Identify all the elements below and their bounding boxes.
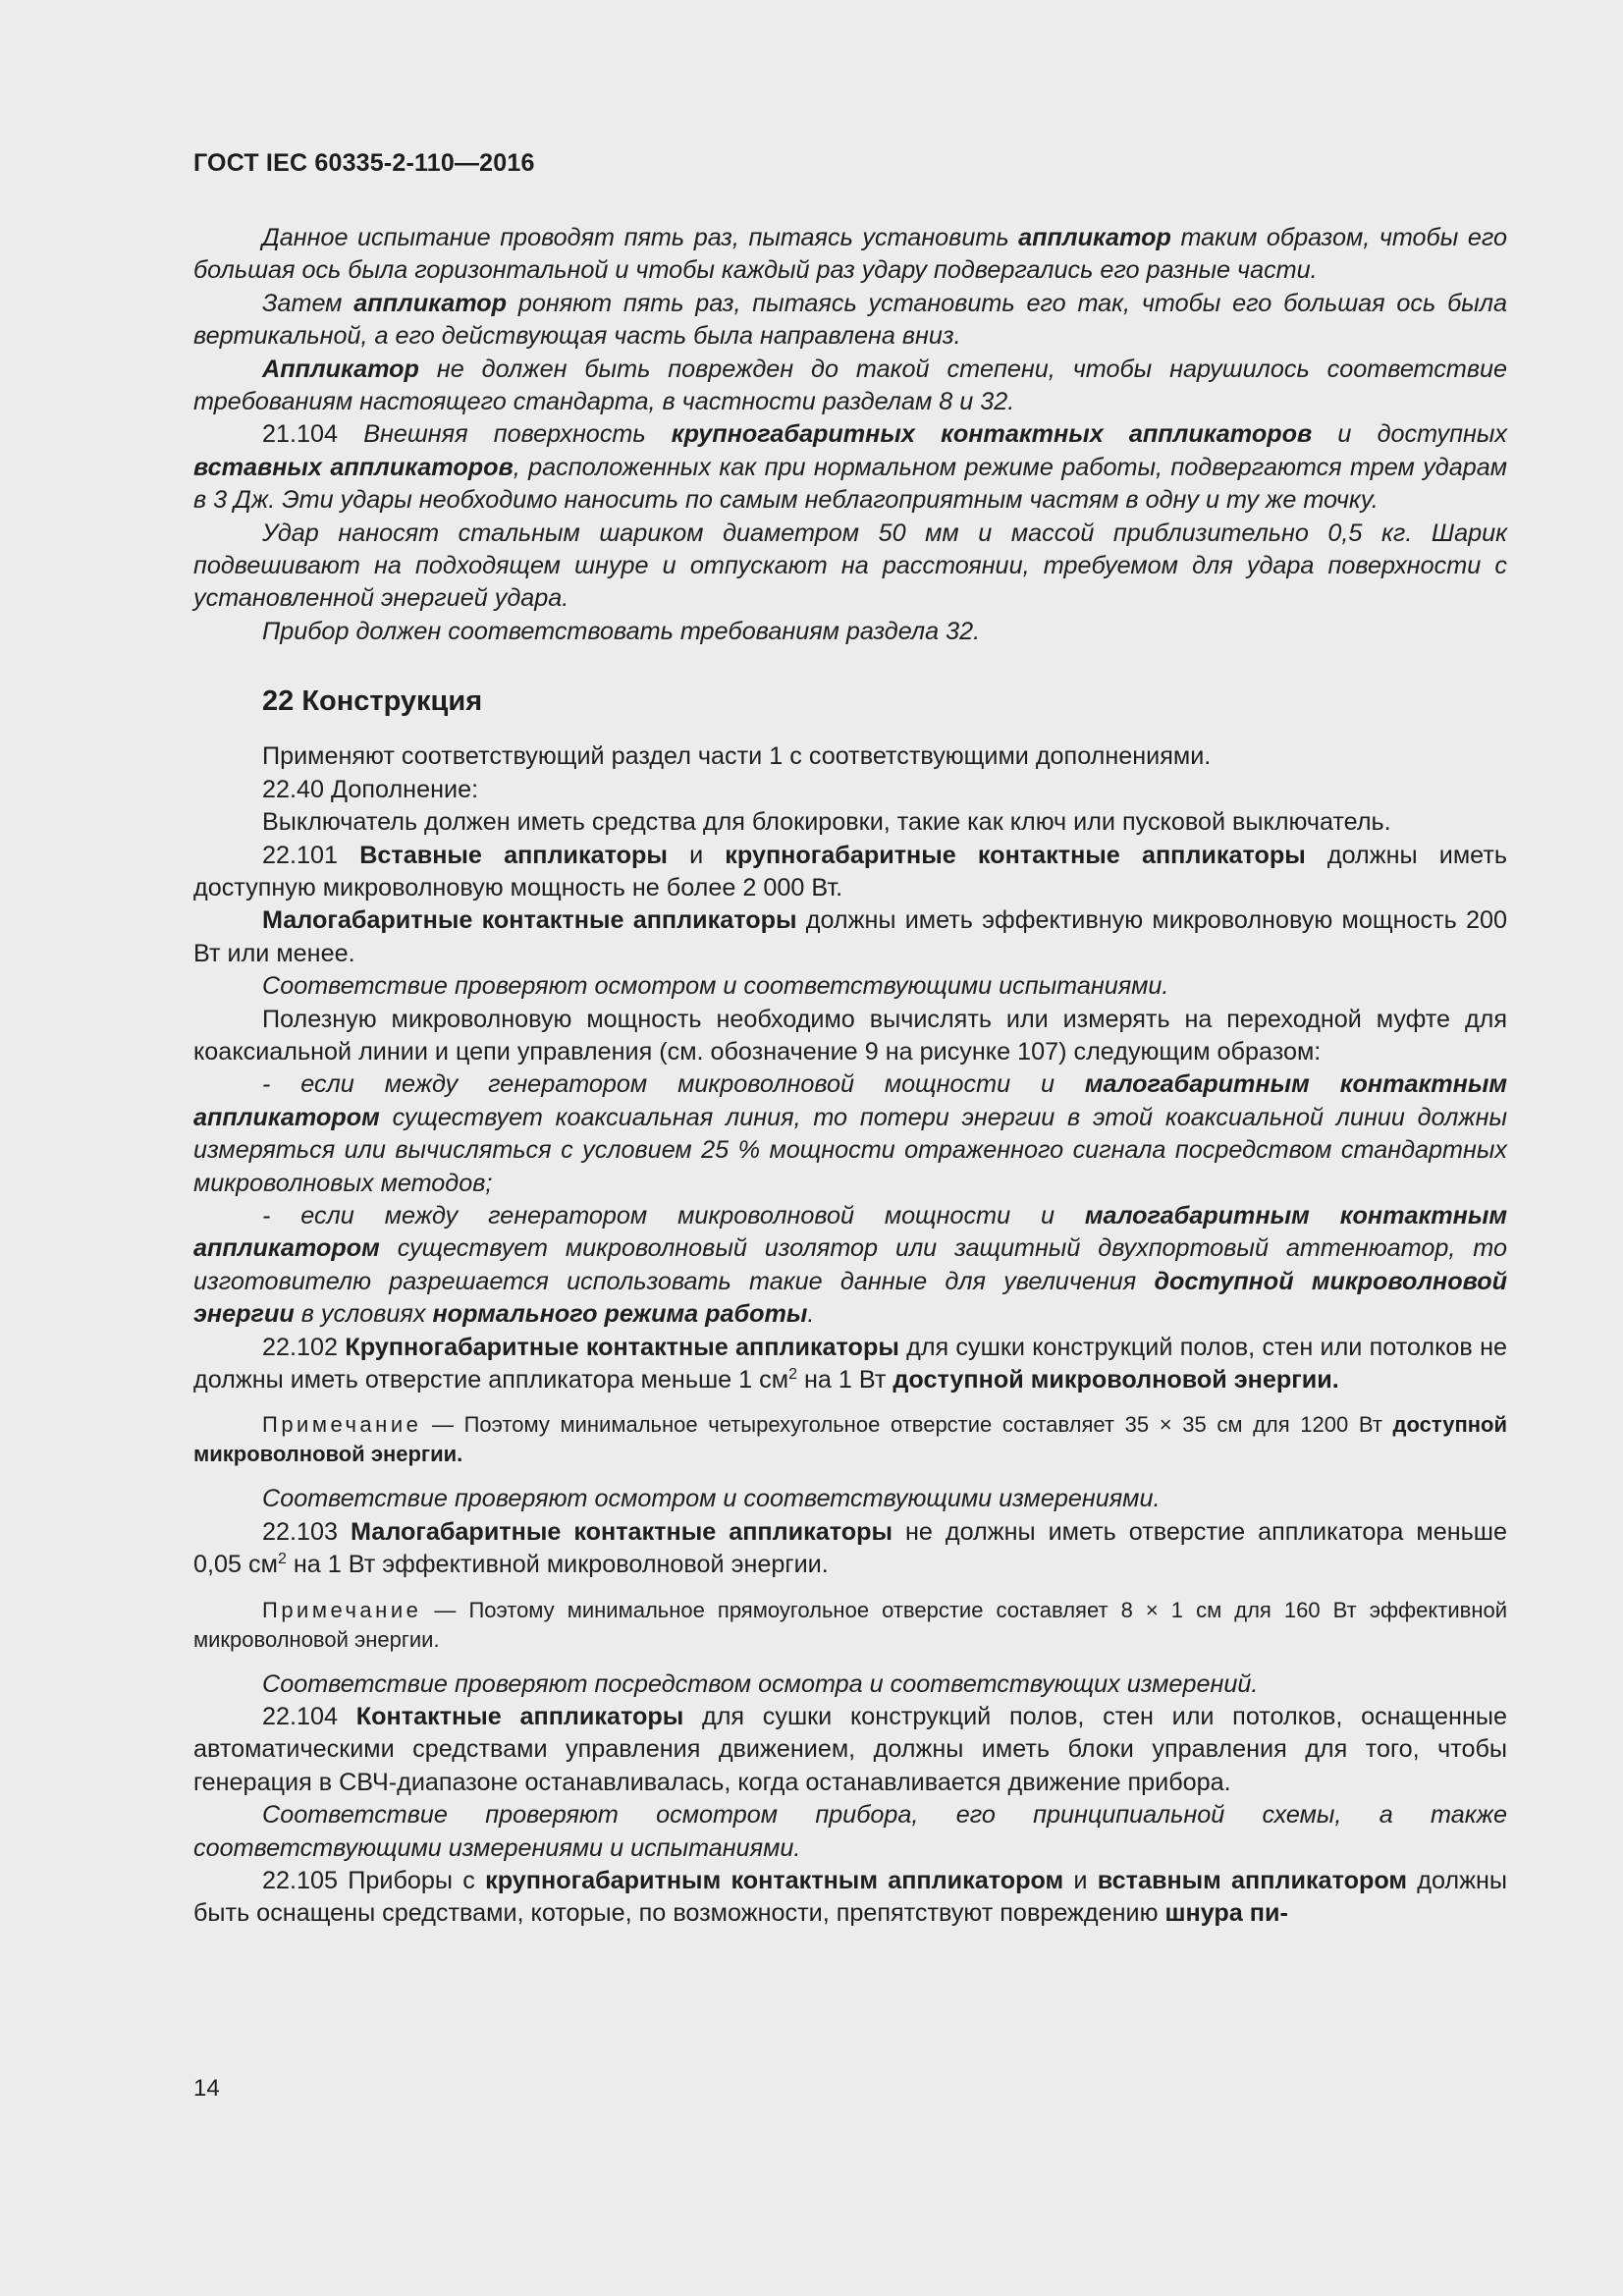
note: Примечание — Поэтому минимальное прямоугольное отверстие составляет 8 × 1 см для 160 Вт эффективной микроволновой энергии.: [193, 1597, 1507, 1652]
paragraph: Полезную микроволновую мощность необходимо вычислять или измерять на переходной муфте для коаксиальной линии и цепи управления (см. обозначение 9 на рисунке 107) следующим образом:: [193, 1005, 1507, 1066]
clause-22-101: 22.101 Вставные аппликаторы и крупногабаритные контактные аппликаторы должны иметь доступную микроволновую мощность не более 2 000 Вт.: [193, 841, 1507, 902]
paragraph: Применяют соответствующий раздел части 1 с соответствующими дополнениями.: [262, 742, 1212, 771]
document-body: [193, 222, 1507, 1931]
section-heading: 22 Конструкция: [262, 685, 483, 718]
paragraph: Соответствие проверяют посредством осмотра и соответствующих измерений.: [262, 1669, 1259, 1698]
note: Примечание — Поэтому минимальное четырехугольное отверстие составляет 35 × 35 см для 1200 Вт доступной микроволновой энергии.: [193, 1412, 1507, 1467]
paragraph: Данное испытание проводят пять раз, пытаясь установить аппликатор таким образом, чтобы его большая ось была горизонтальной и чтобы каждый раз удару подвергались его разные части.: [193, 224, 1507, 285]
clause-22-103: 22.103 Малогабаритные контактные аппликаторы не должны иметь отверстие аппликатора меньше 0,05 $см^2$ на 1 Вт эффективной микроволновой энергии.: [193, 1517, 1507, 1579]
paragraph: Соответствие проверяют осмотром прибора, его принципиальной схемы, а также соответствующими измерениями и испытаниями.: [193, 1801, 1507, 1862]
paragraph: Соответствие проверяют осмотром и соответствующими измерениями.: [262, 1485, 1161, 1513]
clause-22-40: 22.40 Дополнение:: [262, 775, 479, 803]
clause-22-104: 22.104 Контактные аппликаторы для сушки конструкций полов, стен или потолков, оснащенные автоматическими средствами управления движением, должны иметь блоки управления для того, чтобы генерация в СВЧ-диапазоне останавливалась, когда останавливается движение прибора.: [193, 1703, 1507, 1796]
paragraph: Затем аппликатор роняют пять раз, пытаясь установить его так, чтобы его большая ось была вертикальной, а его действующая часть была направлена вниз.: [193, 289, 1507, 351]
document-header: ГОСТ IEC 60335-2-110—2016: [193, 149, 535, 177]
paragraph: Прибор должен соответствовать требованиям раздела 32.: [262, 617, 981, 645]
list-item: - если между генератором микроволновой мощности и малогабаритным контактным аппликатором существует коаксиальная линия, то потери энергии в этой коаксиальной линии должны измеряться или вычисляться с условием 25 % мощности отраженного сигнала посредством стандартных микроволновых методов;: [193, 1070, 1507, 1197]
list-item: - если между генератором микроволновой мощности и малогабаритным контактным аппликатором существует микроволновый изолятор или защитный двухпортовый аттенюатор, то изготовителю разрешается использовать такие данные для увеличения доступной микроволновой энергии в условиях нормального режима работы.: [193, 1201, 1508, 1329]
paragraph: Аппликатор не должен быть поврежден до такой степени, чтобы нарушилось соответствие требованиям настоящего стандарта, в частности разделам 8 и 32.: [193, 355, 1507, 416]
clause-21-104: 21.104 Внешняя поверхность крупногабаритных контактных аппликаторов и доступных вставных аппликаторов, расположенных как при нормальном режиме работы, подвергаются трем ударам в 3 Дж. Эти удары необходимо наносить по самым неблагоприятным частям в одну и ту же точку.: [193, 420, 1507, 515]
paragraph: Малогабаритные контактные аппликаторы должны иметь эффективную микроволновую мощность 200 Вт или менее.: [193, 906, 1507, 967]
paragraph: Соответствие проверяют осмотром и соответствующими испытаниями.: [262, 972, 1169, 1001]
spacer: [193, 648, 1507, 662]
page-number: 14: [193, 2075, 220, 2102]
paragraph: Выключатель должен иметь средства для блокировки, такие как ключ или пусковой выключатель.: [262, 808, 1391, 837]
paragraph: Удар наносят стальным шариком диаметром 50 мм и массой приблизительно 0,5 кг. Шарик подвешивают на подходящем шнуре и отпускают на расстоянии, требуемом для удара поверхности с установленной энергией удара.: [193, 519, 1507, 613]
clause-22-102: 22.102 Крупногабаритные контактные аппликаторы для сушки конструкций полов, стен или потолков не должны иметь отверстие аппликатора меньше 1 $см^2$ на 1 Вт доступной микроволновой энергии.: [193, 1333, 1508, 1394]
clause-22-105: 22.105 Приборы с крупногабаритным контактным аппликатором и вставным аппликатором должны быть оснащены средствами, которые, по возможности, препятствуют повреждению шнура пи-: [193, 1867, 1507, 1928]
